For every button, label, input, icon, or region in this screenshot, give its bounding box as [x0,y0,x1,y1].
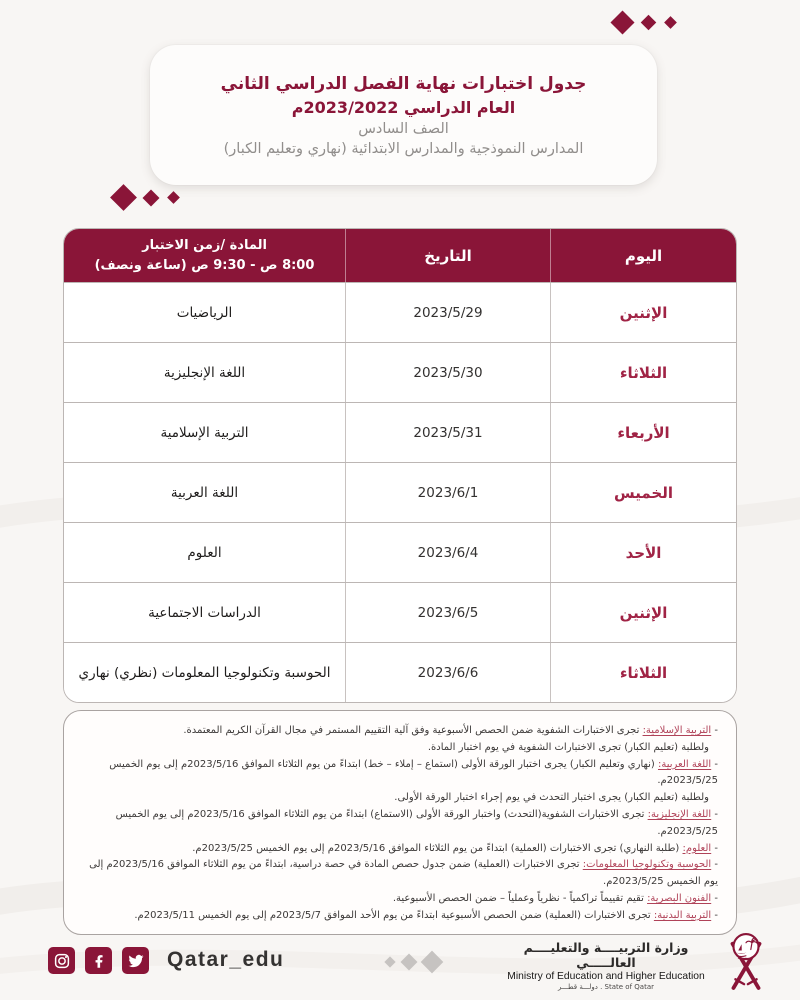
social-handle: Qatar_edu [167,947,285,971]
note-item: - العلوم: (طلبة النهاري) تجرى الاختبارات (العملية) ابتداءً من يوم الثلاثاء الموافق 2023/5/16م إلى يوم الخميس 2023/5/25م. [192,842,718,854]
day-cell: الخميس [550,463,736,522]
academic-year-line: العام الدراسي 2023/2022م [291,97,516,117]
subject-cell: التربية الإسلامية [160,424,249,441]
diamond-icon [143,189,160,206]
day-cell: الأحد [550,523,736,582]
subject-cell: الحوسبة وتكنولوجيا المعلومات (نظري) نهاري [78,664,331,681]
diamond-icon [401,954,418,971]
diamond-icon [384,956,395,967]
diamond-decoration-top-right [614,14,675,31]
subject-cell: العلوم [187,544,222,561]
table-row [64,642,736,702]
note-subject-label: التربية البدنية: [653,909,712,921]
exam-schedule-table [63,228,737,703]
grade-line: الصف السادس [358,120,449,137]
note-item: - التربية الإسلامية: تجرى الاختبارات الشفوية ضمن الحصص الأسبوعية وفق آلية التقييم المستمر في مجال القرآن الكريم المعتمدة. [183,725,718,736]
note-subject-label: التربية الإسلامية: [642,725,712,736]
date-cell: 2023/5/30 [345,343,550,402]
note-subject-label: الفنون البصرية: [647,892,712,904]
diamond-icon [641,15,657,31]
table-row [64,282,736,342]
note-item: - اللغة العربية: (نهاري وتعليم الكبار) يجرى اختبار الورقة الأولى (استماع – إملاء – خط) ابتداءً من يوم الثلاثاء الموافق 2023/5/16م إلى يوم الخميس 2023/5/25م. [109,758,718,787]
ministry-logotype [494,940,718,991]
diamond-decoration-bottom-center [386,954,440,970]
ministry-name-english: Ministry of Education and Higher Education [507,971,705,982]
note-extra-line: ولطلبة (تعليم الكبار) يجرى اختبار التحدث في يوم إجراء اختبار الورقة الأولى. [394,792,709,804]
date-cell: 2023/6/6 [345,643,550,702]
state-of-qatar-line: دولـــة قطـــر . State of Qatar [558,983,654,991]
column-header-day: اليوم [550,229,736,282]
schools-line: المدارس النموذجية والمدارس الابتدائية (نهاري وتعليم الكبار) [223,140,584,157]
note-item: - الحوسبة وتكنولوجيا المعلومات: تجرى الاختبارات (العملية) ضمن جدول حصص المادة في حصة دراسية، ابتداءً من يوم الثلاثاء الموافق 2023/5/16م إلى يوم الخميس 2023/5/25م. [89,859,718,888]
diamond-icon [421,951,444,974]
note-subject-label: اللغة العربية: [658,758,712,770]
day-cell: الثلاثاء [550,643,736,702]
header-card [150,45,657,185]
note-subject-label: العلوم: [682,842,712,854]
table-row [64,462,736,522]
note-item: - اللغة الإنجليزية: تجرى الاختبارات الشفوية(التحدث) واختبار الورقة الأولى (الاستماع) ابتداءً من يوم الثلاثاء الموافق 2023/5/16م إلى يوم الخميس 2023/5/25م. [115,808,718,837]
notes-box [63,710,737,935]
subject-cell: الرياضيات [176,304,233,321]
subject-cell: اللغة الإنجليزية [163,364,246,381]
note-item: - التربية البدنية: تجرى الاختبارات (العملية) ضمن الحصص الأسبوعية ابتداءً من يوم الأحد الموافق 2023/5/7م إلى يوم الخميس 2023/5/11م. [134,909,718,921]
date-cell: 2023/6/4 [345,523,550,582]
subject-header-line1: المادة /زمن الاختبار [142,238,267,253]
facebook-icon [85,947,112,974]
notes-list [82,723,718,925]
column-header-date: التاريخ [345,229,550,282]
twitter-icon [122,947,149,974]
diamond-icon [610,10,634,34]
page-title: جدول اختبارات نهاية الفصل الدراسي الثاني [220,73,587,94]
table-row [64,402,736,462]
date-cell: 2023/5/31 [345,403,550,462]
schedule-rows [64,282,736,702]
table-row [64,342,736,402]
column-header-subject [64,229,345,282]
table-row [64,522,736,582]
day-cell: الإثنين [550,583,736,642]
note-extra-line: ولطلبة (تعليم الكبار) تجرى الاختبارات الشفوية في يوم اختبار المادة. [427,741,709,753]
ministry-emblem [721,932,771,992]
note-subject-label: الحوسبة وتكنولوجيا المعلومات: [582,859,712,871]
day-cell: الإثنين [550,283,736,342]
date-cell: 2023/5/29 [345,283,550,342]
table-header-row [64,229,736,282]
note-item: - الفنون البصرية: تقيم تقييماً تراكمياً - نظرياً وعملياً – ضمن الحصص الأسبوعية. [392,892,718,904]
diamond-icon [110,184,137,211]
table-row [64,582,736,642]
diamond-decoration-left [114,188,178,207]
note-subject-label: اللغة الإنجليزية: [647,808,712,820]
day-cell: الثلاثاء [550,343,736,402]
diamond-icon [664,16,677,29]
social-media-bar [48,947,288,974]
day-cell: الأربعاء [550,403,736,462]
instagram-icon [48,947,75,974]
subject-cell: الدراسات الاجتماعية [148,604,261,621]
date-cell: 2023/6/5 [345,583,550,642]
subject-cell: اللغة العربية [170,484,239,501]
subject-header-line2: 8:00 ص - 9:30 ص (ساعة ونصف) [94,257,315,273]
date-cell: 2023/6/1 [345,463,550,522]
ministry-name-arabic: وزارة التربيــــة والتعليــــم العالـــــي [523,940,689,970]
diamond-icon [167,191,180,204]
